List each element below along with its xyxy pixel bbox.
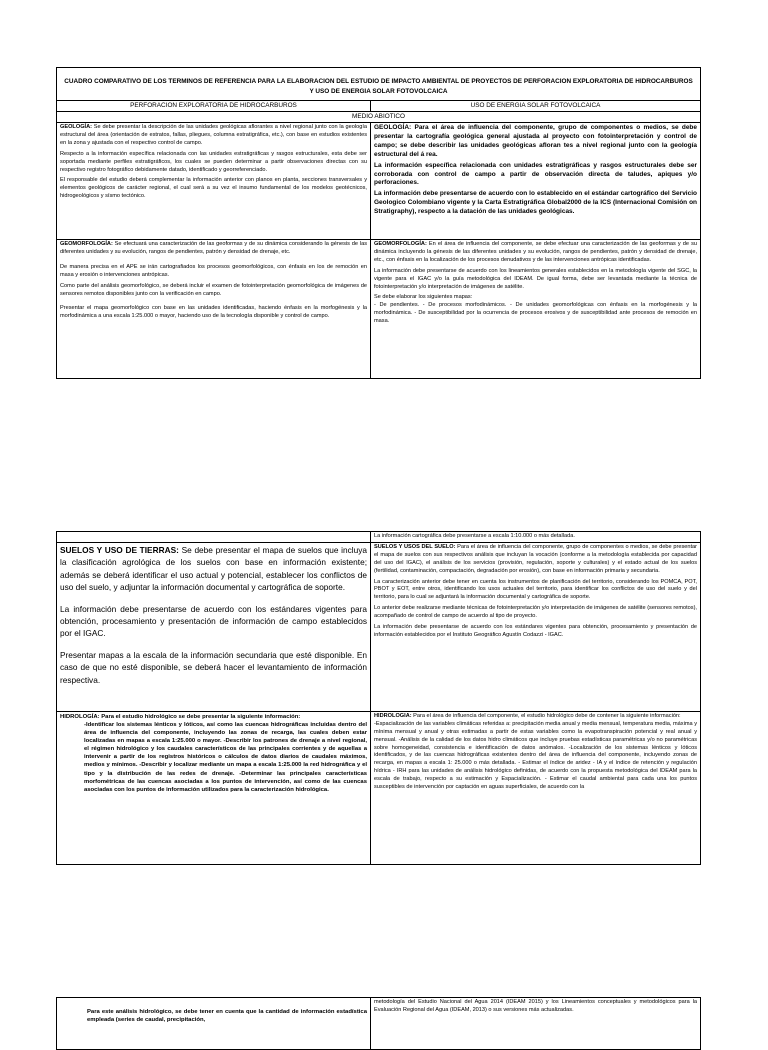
geomorfologia-cell-left	[57, 240, 371, 379]
geologia-right-p3: La información debe presentarse de acuerdo con lo establecido en el estándar cartográfico del Servicio Geologico Colombiano vigente y la Carta Estratigráfica Global2000 de la ICS (Internacional Comisión on Stratigraphy), respecto a la datación de las unidades geológicas.	[374, 190, 698, 216]
section-header-medio-abiotico: MEDIO ABIOTICO	[57, 112, 701, 123]
geomorfologia-left-p2: De manera precisa en el APE se irán cartografiados los procesos geomorfológicos, con énfasis en los de remoción en masa y erosión o intervenciones antrópicas.	[60, 263, 367, 278]
suelos-left-p3: Presentar mapas a la escala de la información secundaria que esté disponible. En caso de que no esté disponible, se deberá hacer el levantamiento de información respectiva.	[60, 649, 367, 685]
hidrologia-continuation-left: Para este análisis hidrológico, se debe tener en cuenta que la cantidad de información estadística empleada (series de caudal, precipitación,	[57, 998, 371, 1050]
hidrologia-cell-right	[371, 711, 701, 864]
comparison-table-abiotic	[56, 67, 701, 379]
suelos-left-p2: La información debe presentarse de acuerdo con los estándares vigentes para obtención, procesamiento y presentación de información de campo establecidos por el IGAC.	[60, 603, 367, 639]
column-header-hidrocarburos: PERFORACION EXPLORATORIA DE HIDROCARBUROS	[57, 101, 371, 112]
hidrologia-continuation-right: metodología del Estudio Nacional del Agua 2014 (IDEAM 2015) y los Lineamientos conceptuales y metodológicos para la Evaluación Regional del Agua (IDEAM, 2013) o sus versiones más actualizadas.	[371, 998, 701, 1050]
suelos-label-right: SUELOS Y USOS DEL SUELO:	[374, 543, 456, 550]
suelos-cell-right	[371, 542, 701, 711]
hidrologia-right-intro: Para el área de influencia del componente, el estudio hidrológico debe de contener la siguiente información:	[411, 712, 681, 719]
geomorfologia-right-p3a: Se debe elaborar los siguientes mapas:	[374, 294, 473, 301]
suelos-right-p2: La caracterización anterior debe tener en cuenta los instrumentos de planificación del territorio, considerando los POMCA, POT, PBOT y EOT, entre otros, identificando los usos actuales del territorio, para identificar los conflictos de uso del suelo y del territorio, para lo cual se adjuntará la información documental y cartográfica de soporte.	[374, 578, 697, 601]
geologia-right-p1: Para el área de influencia del componente, grupo de componentes o medios, se debe presentar la cartografía geológica general ajustada al proyecto con fotointerpretación y control de campo; se debe describir las unidades geológicas afloran tes a nivel regional junto con la geología estructural del á rea.	[374, 124, 698, 158]
cartografia-note: La información cartográfica debe presentarse a escala 1:10.000 o más detallada.	[371, 532, 701, 543]
hidrologia-left-body: -Identificar los sistemas lénticos y lóticos, así como las cuencas hidrográficas incluidas dentro del área de influencia del componente, incluyendo las zonas de recarga, las cuales deben estar localizadas en mapas a escala 1:25.000 o mayor. -Describir los patrones de drenaje a nivel regional, el régimen hidrológico y los caudales característicos de las principales corrientes y de aquellas a intervenir a partir de los registros históricos o cálculos de datos diarios de caudales máximos, medios y mínimos. -Describir y localizar mediante un mapa a escala 1:25.000 la red hidrográfica y el tipo y la distribución de las redes de drenaje. -Determinar las principales características morfométricas de las cuencas asociadas a los puntos de intervención, así como de las cuencas asociadas con los puntos de información utilizados para la caracterización hidrológica.	[84, 722, 367, 793]
suelos-right-p1: Para el área de influencia del componente, grupo de componentes o medios, se debe presentar el mapa de suelos con sus respectivos análisis que incluyan la vocación (conforme a la metodología establecida por capacidad del uso del IGAC), el análisis de los servicios (provisión, regulación, soporte y culturales) y el estado actual de los suelos (fertilidad, contaminación, compactación, degradación por erosión), con base en información primaria y secundaria.	[374, 543, 697, 574]
hidrologia-cell-left	[57, 711, 371, 864]
geologia-cell-right	[371, 123, 701, 240]
column-header-solar: USO DE ENERGIA SOLAR FOTOVOLCAICA	[371, 101, 701, 112]
geomorfologia-left-p3: Como parte del análisis geomorfológico, se deberá incluir el examen de fotointerpretación geomorfológica de imágenes de sensores remotos disponibles junto con la verificación en campo.	[60, 282, 367, 297]
hidrologia-label: HIDROLOGÍA:	[60, 713, 100, 720]
suelos-right-p3: Lo anterior debe realizarse mediante técnicas de fotointerpretación y/o interpretación de imágenes de satélite (sensores remotos), acompañado de control de campo de acuerdo al tipo de proyecto.	[374, 605, 697, 620]
suelos-right-p4: La información debe presentarse de acuerdo con los estándares vigentes para obtención, procesamiento y presentación de información establecidos por el Instituto Geográfico Agustín Codazzi - IGAC.	[374, 624, 697, 638]
geologia-left-p2: Respecto a la información específica relacionada con las unidades estratigráficas y rasgos estructurales, esta debe ser soportada mediante perfiles estratigráficos, los cuales se pueden determinar a partir observaciones directas con su respectivo registro fotográfico debidamente datado, identificado y georreferenciado.	[60, 150, 367, 173]
table-title: CUADRO COMPARATIVO DE LOS TERMINOS DE REFERENCIA PARA LA ELABORACION DEL ESTUDIO DE IMPACTO AMBIENTAL DE PROYECTOS DE PERFORACION EXPLORATORIA DE HIDROCARBUROS Y USO DE ENERGIA SOLAR FOTOVOLCAICA	[57, 68, 701, 101]
geologia-label-right: GEOLOGÍA:	[374, 124, 412, 131]
geologia-cell-left	[57, 123, 371, 240]
geologia-left-p3: El responsable del estudio deberá complementar la información anterior con planos en planta, secciones transversales y elementos geológicos de carácter regional, el cual será a su vez el insumo fundamental de los modelos geotécnicos, hidrogeológicos y sísmo tectónico.	[60, 177, 367, 200]
geomorfologia-label: GEOMORFOLOGÍA:	[60, 241, 113, 247]
geomorfologia-right-p2: La información debe presentarse de acuerdo con los lineamientos generales establecidos en la metodología vigente del SGC, la vigente para el IGAC y/o la guía metodológica del IDEAM. De igual forma, debe ser levantada mediante la técnica de fotointerpretación y/o interpretación de imágenes de satélite.	[374, 267, 698, 290]
comparison-table-suelos-hidrologia	[56, 531, 701, 865]
geologia-right-p2: La información específica relacionada con unidades estratigráficas y rasgos estructurales debe ser corroborada con control de campo a partir de observación directa de taludes, apiques y/o perforaciones.	[374, 161, 698, 187]
geomorfologia-left-p1: Se efectuará una caracterización de las geoformas y de su dinámica considerando la génesis de las diferentes unidades y su evolución, rangos de pendientes, patrón y densidad de drenaje, etc.	[60, 241, 367, 255]
geologia-left-p1: Se debe presentar la descripción de las unidades geológicas aflorantes a nivel regional junto con la geología estructural del área (orientación de estratos, fallas, pliegues, columna estratigráfica, etc.), con base en estudios existentes en la zona y ajustada con el respectivo control de campo.	[60, 124, 367, 146]
geomorfologia-right-p3b: - De pendientes. - De procesos morfodinámicos. - De unidades geomorfológicas con énfasis en la morfogénesis y la morfodinámica. - De susceptibilidad por la ocurrencia de procesos erosivos y de susceptibilidad ante procesos de remoción en masa.	[374, 302, 698, 325]
empty-cell-left	[57, 532, 371, 543]
geomorfologia-cell-right	[371, 240, 701, 379]
geomorfologia-right-p1: En el área de influencia del componente, se debe efectuar una caracterización de las geoformas y de su dinámica incluyendo la génesis de las diferentes unidades y su evolución, rangos de pendientes, patrón y densidad de drenaje, etc., con énfasis en la localización de los procesos denudativos y de las intervenciones antrópicas identificadas.	[374, 241, 698, 263]
hidrologia-right-body: -Espacialización de las variables climáticas referidas a: precipitación media anual y media mensual, temperatura media, máxima y mínima mensual y anual y otras estimadas a partir de estas variables como la evapotranspiración potencial y real anual y mensual. -Análisis de la calidad de los datos hidro climáticos que incluye pruebas estadísticas paramétricas y/o no paramétricas sobre homogeneidad, consistencia e identificación de datos anómalos. -Localización de los sistemas lénticos y lóticos identificados, y de las cuencas hidrográficas existentes dentro del área de influencia del componente, incluyendo zonas de recarga, en mapas a escala 1: 25.000 o más detallada. - Estimar el índice de aridez - IA y el índice de retención y regulación hídrica - IRH para las unidades de análisis hidrológico definidas, de acuerdo con la propuesta metodológica del IDEAM para la escala de trabajo, respecto a su estimación y Espacialización. - Estimar el caudal ambiental para cada una los puntos susceptibles de intervención por captación en aguas superficiales, de acuerdo con la	[374, 720, 697, 791]
geologia-label: GEOLOGÍA:	[60, 124, 93, 130]
suelos-cell-left	[57, 542, 371, 711]
suelos-left-p1: Se debe presentar el mapa de suelos que incluya la clasificación agrológica de los suelos con base en información existente; además se deberá identificar el uso actual y potencial, establecer los conflictos de uso del suelo, y adjuntar la información documental y cartográfica de soporte.	[60, 544, 367, 593]
suelos-label: SUELOS Y USO DE TIERRAS:	[60, 544, 179, 555]
geomorfologia-label-right: GEOMORFOLOGÍA:	[374, 241, 427, 247]
hidrologia-label-right: HIDROLOGIA:	[374, 712, 412, 719]
hidrologia-left-intro: Para el estudio hidrológico se debe presentar la siguiente información:	[99, 713, 301, 720]
geomorfologia-left-p4: Presentar el mapa geomorfológico con base en las unidades identificadas, haciendo énfasis en la morfogénesis y la morfodinámica a una escala 1:25.000 o mayor, haciendo uso de la tecnología disponible y control de campo.	[60, 305, 367, 320]
